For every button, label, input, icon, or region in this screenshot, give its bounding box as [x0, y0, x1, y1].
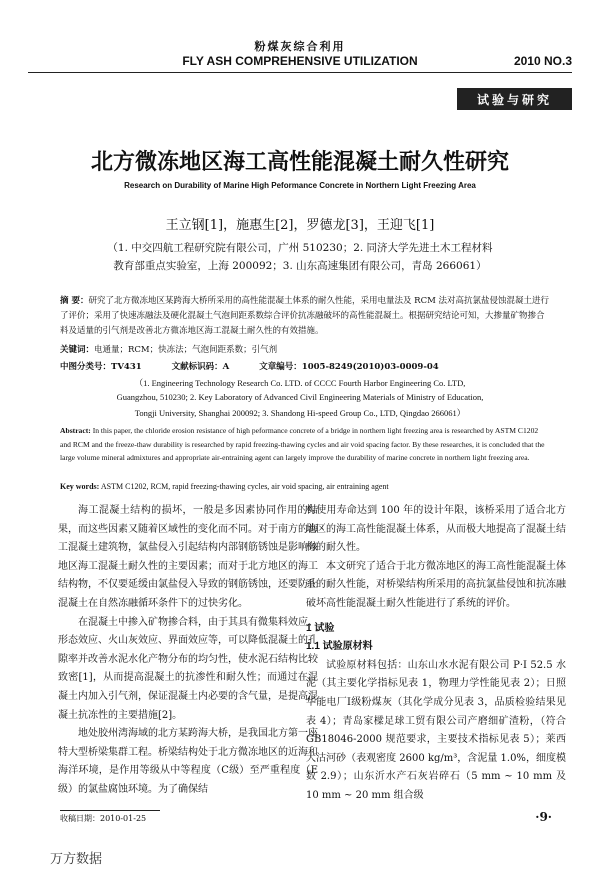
page-number: ·9·	[535, 810, 552, 824]
keywords-en-text: ASTM C1202, RCM, rapid freezing-thawing cycles, air void spacing, air entraining agent	[100, 482, 389, 491]
body-paragraph: 试验原材料包括：山东山水水泥有限公司 P·I 52.5 水泥（其主要化学指标见表 1，物理力学性能见表 2）；日照华能电厂Ⅰ级粉煤灰（其化学成分见表 3，品质检验结果见表 4）；青岛家樑足球工贸有限公司产磨细矿渣粉，（符合 GB18046-2000 规范要求，主要技术指标见表 5）；莱西大沽河砂（表观密度 2600 kg/m³，含泥量 1.0%，细度模数 2.9）；山东沂水产石灰岩碎石（5 mm ~ 10 mm 及 10 mm ~ 20 mm 组合级	[306, 659, 566, 801]
document-code: 文献标识码：A	[171, 362, 230, 372]
affiliation-cn-line: 教育部重点实验室，上海 200092；3. 山东高速集团有限公司，青岛 266061）	[113, 260, 487, 272]
keywords-text: 电通量；RCM；快冻法；气泡间距系数；引气剂	[94, 345, 278, 355]
keywords-cn	[60, 343, 550, 358]
abstract-label: 摘 要：	[60, 296, 89, 306]
body-paragraph: 地处胶州湾海域的北方某跨海大桥，是我国北方第一座特大型桥梁集群工程。桥梁结构处于北方微冻地区的近海和海洋环境，是作用等级从中等程度（C级）至严重程度（E级）的氯盐腐蚀环境。为了确保结	[58, 728, 318, 795]
affiliation-en-line: Tongji University, Shanghai 200092; 3. Shandong Hi-speed Group Co., LTD, Qingdao 266061）	[134, 408, 466, 418]
section-heading: 1 试验	[306, 622, 335, 634]
abstract-cn	[60, 294, 550, 339]
keywords-en	[60, 480, 550, 494]
affiliation-en-line: （1. Engineering Technology Research Co. LTD. of CCCC Fourth Harbor Engineering Co. LTD,	[134, 378, 466, 388]
footnote-rule	[60, 810, 160, 811]
body-paragraph: 本文研究了适合于北方微冻地区的海工高性能混凝土体系的耐久性能，对桥梁结构所采用的高抗氯盐侵蚀和抗冻融破坏高性能混凝土耐久性能进行了系统的评价。	[306, 560, 566, 609]
issue-label: 2010 NO.3	[513, 54, 572, 68]
journal-title-en: FLY ASH COMPREHENSIVE UTILIZATION	[182, 54, 418, 68]
body-paragraph: 在混凝土中掺入矿物掺合料，由于其具有微集料效应、形态效应、火山灰效应、界面效应等，可以降低混凝土的孔隙率并改善水泥水化产物分布的均匀性，使水泥石结构比较致密[1]，从而提高混凝土的抗渗性和耐久性；而通过在混凝土内加入引气剂，保证混凝土内必要的含气量，是提高混凝土抗冻性的主要措施[2]。	[58, 616, 318, 721]
author-list: 王立钢[1]，施惠生[2]，罗德龙[3]，王迎飞[1]	[165, 218, 435, 233]
body-paragraph: 构使用寿命达到 100 年的设计年限，该桥采用了适合北方地区的海工高性能混凝土体系，从而极大地提高了混凝土结构的耐久性。	[306, 505, 566, 554]
keywords-en-label: Key words:	[60, 482, 100, 491]
affiliation-cn-line: （1. 中交四航工程研究院有限公司，广州 510230；2. 同济大学先进土木工程材料	[107, 242, 493, 254]
keywords-label: 关键词：	[60, 345, 95, 355]
article-number: 文章编号：1005-8249(2010)03-0009-04	[259, 362, 439, 372]
classification-row	[60, 360, 550, 375]
watermark-text: 万方数据	[50, 851, 103, 866]
abstract-en-label: Abstract:	[60, 426, 91, 435]
paper-title-en: Research on Durability of Marine High Peformance Concrete in Northern Light Freezing Area	[124, 181, 476, 190]
body-right-column	[306, 502, 566, 806]
clc-number: 中图分类号：TV431	[60, 362, 142, 372]
section-badge: 试验与研究	[457, 88, 572, 110]
body-paragraph: 海工混凝土结构的损坏，一般是多因素协同作用的结果，而这些因素又随着区域性的变化而不同。对于南方的海工混凝土建筑物，氯盐侵入引起结构内部钢筋锈蚀是影响该地区海工混凝土耐久性的主要因素；而对于北方地区的海工结构物，不仅要延缓由氯盐侵入导致的钢筋锈蚀，还要防止混凝土在自然冻融循环条件下的过快劣化。	[58, 505, 318, 609]
abstract-en-text: In this paper, the chloride erosion resistance of high peformance concrete of a bridge in northern light freezing area is researched by ASTM C1202 and RCM and the freeze-thaw durability is researched by rapid freezing-thawing cycles and air void spacing factor. By these researches, it is concluded that the large volume mineral admixtures and appropriate air-entraining agent can largely improve the durability of marine concrete in northern light freezing area.	[60, 426, 545, 462]
body-left-column	[58, 502, 318, 800]
header-rule	[28, 72, 572, 73]
affiliation-en-line: Guangzhou, 510230; 2. Key Laboratory of Advanced Civil Engineering Materials of Ministry of Education,	[116, 392, 484, 402]
journal-title-cn: 粉煤灰综合利用	[254, 40, 346, 53]
received-date: 收稿日期：2010-01-25	[60, 814, 147, 823]
paper-title-cn: 北方微冻地区海工高性能混凝土耐久性研究	[90, 149, 509, 175]
abstract-text: 研究了北方微冻地区某跨海大桥所采用的高性能混凝土体系的耐久性能，采用电量法及 RCM 法对高抗氯盐侵蚀混凝土进行了评价；采用了快速冻融法及硬化混凝土气泡间距系数综合评价抗冻融破坏的高性能混凝土。根据研究结论可知，大掺量矿物掺合料及适量的引气剂是改善北方微冻地区海工混凝土耐久性的有效措施。	[60, 296, 549, 336]
abstract-en	[60, 424, 550, 465]
subsection-heading: 1.1 试验原材料	[306, 641, 373, 653]
